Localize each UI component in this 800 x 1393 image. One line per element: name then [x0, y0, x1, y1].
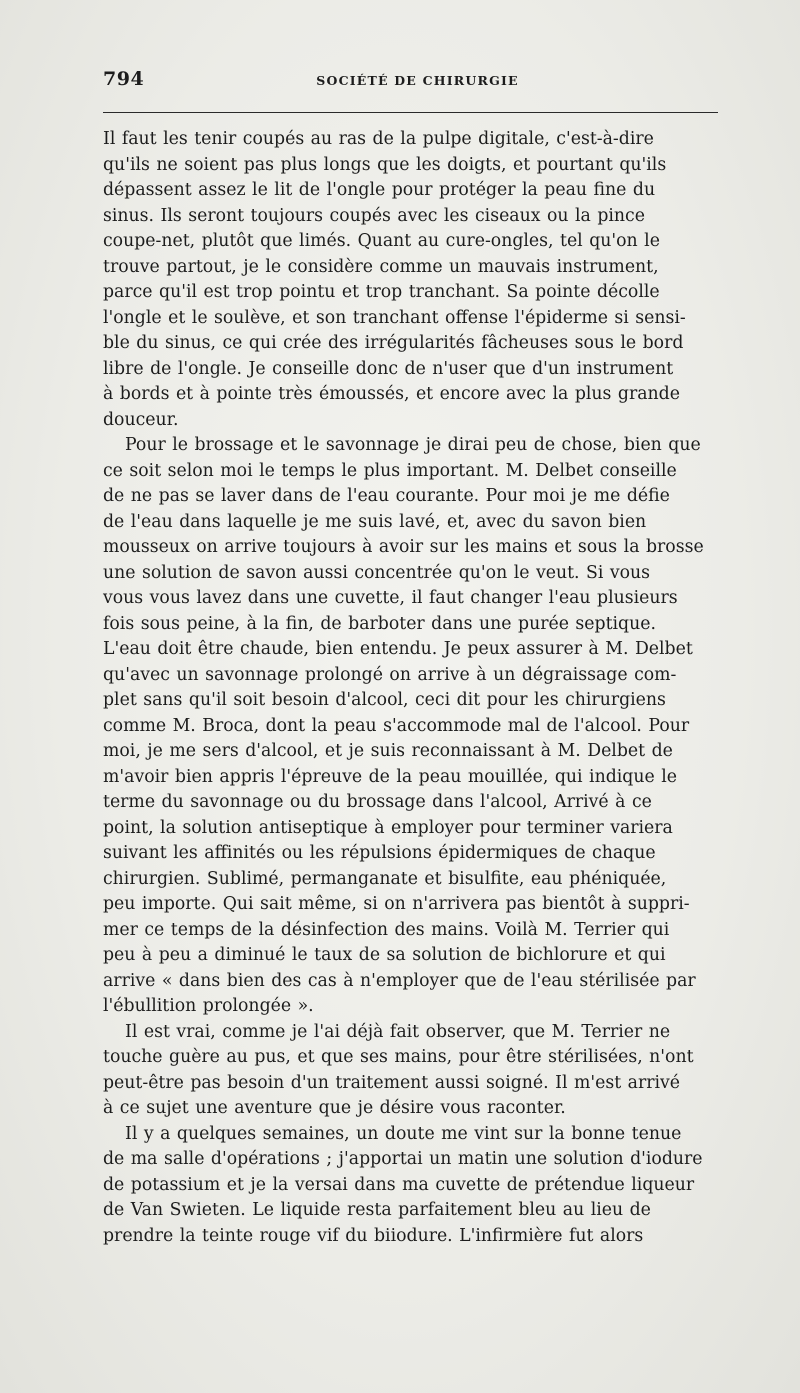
paragraph-start-line: Il est vrai, comme je l'ai déjà fait observer, que M. Terrier ne — [125, 1021, 671, 1042]
body-text — [103, 127, 728, 1249]
text-line: qu'ils ne soient pas plus longs que les doigts, et pourtant qu'ils — [103, 154, 667, 175]
text-line: mousseux on arrive toujours à avoir sur les mains et sous la brosse — [103, 537, 704, 557]
text-line: sinus. Ils seront toujours coupés avec les ciseaux ou la pince — [103, 205, 645, 226]
page-number: 794 — [103, 68, 145, 90]
text-line: dépassent assez le lit de l'ongle pour protéger la peau fine du — [103, 180, 656, 200]
text-line: point, la solution antiseptique à employer pour terminer variera — [103, 817, 673, 838]
text-line: de l'eau dans laquelle je me suis lavé, et, avec du savon bien — [103, 511, 647, 532]
text-line: de ne pas se laver dans de l'eau courante. Pour moi je me défie — [103, 486, 670, 506]
text-line: terme du savonnage ou du brossage dans l'alcool, Arrivé à ce — [103, 792, 652, 812]
paragraph-start-line: Pour le brossage et le savonnage je dirai peu de chose, bien que — [125, 435, 701, 455]
text-line: trouve partout, je le considère comme un mauvais instrument, — [103, 256, 659, 277]
text-line: libre de l'ongle. Je conseille donc de n'user que d'un instrument — [103, 358, 674, 379]
text-line: de Van Swieten. Le liquide resta parfaitement bleu au lieu de — [103, 1200, 651, 1220]
text-line: moi, je me sers d'alcool, et je suis reconnaissant à M. Delbet de — [103, 741, 673, 761]
text-line: ce soit selon moi le temps le plus important. M. Delbet conseille — [103, 460, 677, 481]
text-line: suivant les affinités ou les répulsions épidermiques de chaque — [103, 843, 656, 863]
text-line: plet sans qu'il soit besoin d'alcool, ceci dit pour les chirurgiens — [103, 690, 666, 710]
text-line: à bords et à pointe très émoussés, et encore avec la plus grande — [103, 384, 680, 404]
header-rule — [103, 112, 718, 113]
text-line: peu importe. Qui sait même, si on n'arrivera pas bientôt à suppri- — [103, 894, 690, 914]
text-line: l'ébullition prolongée ». — [103, 996, 314, 1016]
page-header — [103, 68, 718, 98]
text-line: à ce sujet une aventure que je désire vous raconter. — [103, 1098, 566, 1118]
text-line: prendre la teinte rouge vif du biiodure. L'infirmière fut alors — [103, 1225, 644, 1246]
text-line: touche guère au pus, et que ses mains, pour être stérilisées, n'ont — [103, 1047, 694, 1067]
text-line: parce qu'il est trop pointu et trop tranchant. Sa pointe décolle — [103, 282, 660, 302]
text-line: arrive « dans bien des cas à n'employer que de l'eau stérilisée par — [103, 970, 696, 991]
text-line: l'ongle et le soulève, et son tranchant offense l'épiderme si sensi- — [103, 307, 686, 328]
running-head: SOCIÉTÉ DE CHIRURGIE — [316, 73, 519, 88]
text-line: peu à peu a diminué le taux de sa solution de bichlorure et qui — [103, 945, 666, 965]
text-line: vous vous lavez dans une cuvette, il faut changer l'eau plusieurs — [103, 588, 678, 608]
text-line: qu'avec un savonnage prolongé on arrive à un dégraissage com- — [103, 664, 677, 685]
text-line: fois sous peine, à la fin, de barboter dans une purée septique. — [103, 613, 656, 634]
text-line: m'avoir bien appris l'épreuve de la peau mouillée, qui indique le — [103, 766, 677, 787]
text-line: coupe-net, plutôt que limés. Quant au cure-ongles, tel qu'on le — [103, 231, 660, 251]
text-line: de potassium et je la versai dans ma cuvette de prétendue liqueur — [103, 1174, 695, 1195]
text-line: comme M. Broca, dont la peau s'accommode mal de l'alcool. Pour — [103, 715, 690, 736]
text-line: de ma salle d'opérations ; j'apportai un matin une solution d'iodure — [103, 1149, 703, 1169]
text-line: chirurgien. Sublimé, permanganate et bisulfite, eau phéniquée, — [103, 868, 667, 889]
paragraph-start-line: Il y a quelques semaines, un doute me vint sur la bonne tenue — [125, 1123, 682, 1144]
text-line: douceur. — [103, 409, 179, 430]
text-line: peut-être pas besoin d'un traitement aussi soigné. Il m'est arrivé — [103, 1072, 681, 1093]
text-line: Il faut les tenir coupés au ras de la pulpe digitale, c'est-à-dire — [103, 129, 654, 149]
text-line: ble du sinus, ce qui crée des irrégularités fâcheuses sous le bord — [103, 333, 684, 353]
text-line: L'eau doit être chaude, bien entendu. Je peux assurer à M. Delbet — [103, 639, 693, 659]
text-line: une solution de savon aussi concentrée qu'on le veut. Si vous — [103, 562, 651, 583]
text-line: mer ce temps de la désinfection des mains. Voilà M. Terrier qui — [103, 919, 670, 940]
